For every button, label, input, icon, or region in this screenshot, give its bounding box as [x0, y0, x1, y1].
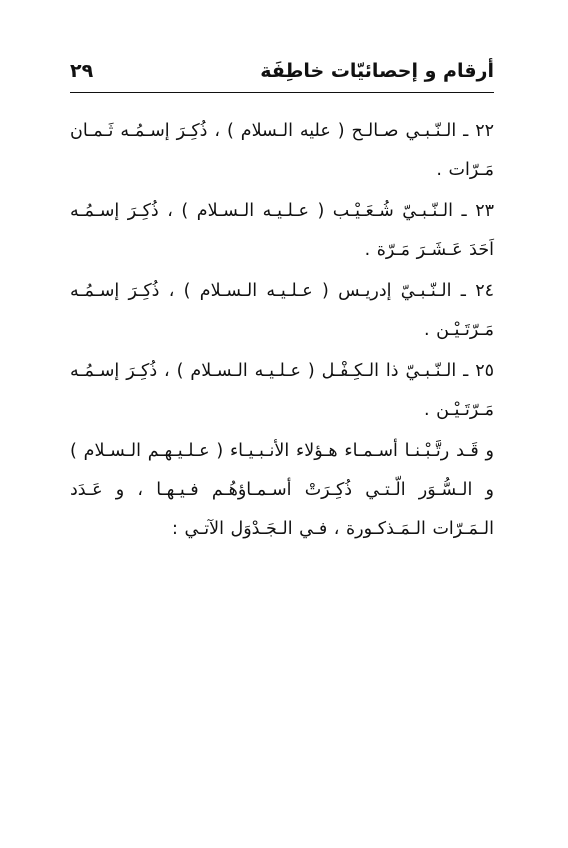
- header-divider: [70, 92, 494, 93]
- list-item-prophet-saleh: ٢٢ ـ الـنّـبـي صـالـح ( عليه الـسلام ) ، ذُكِـرَ إسـمُـه ثَـمـان مَـرّات .: [70, 121, 494, 180]
- page-number: ٢٩: [70, 60, 94, 82]
- list-item-prophet-shuaib: ٢٣ ـ الـنّـبـيّ شُـعَـيْـب ( عـلـيـه الـسـلام ) ، ذُكِـرَ إسـمُـه اَحَدَ عَـشَـرَ مَـرّة .: [70, 201, 494, 260]
- running-title: أرقام و إحصائيّات خاطِفَة: [260, 60, 494, 82]
- list-item-prophet-dhul-kifl: ٢٥ ـ الـنّـبـيّ ذا الـكِـفْـل ( عـلـيـه الـسـلام ) ، ذُكِـرَ إسـمُـه مَـرّتَـيْـن .: [70, 361, 494, 420]
- page-body: [70, 112, 494, 551]
- table-intro-paragraph: و قَـد رتَّـبْـنـا أسـمـاء هـؤلاء الأنـبـيـاء ( عـلـيـهـم الـسـلام ) و الـسُّـوَر الّـتـي ذُكِـرَتْ أسـمـاؤهُـم فـيـهـا ، و عَـدَد الـمَـرّات الـمَـذكـورة ، فـي الـجَـدْوَل الآتـي :: [70, 441, 494, 539]
- list-item-prophet-idris: ٢٤ ـ الـنّـبـيّ إدريـس ( عـلـيـه الـسـلام ) ، ذُكِـرَ إسـمُـه مَـرّتَـيْـن .: [70, 281, 494, 340]
- page-header: [70, 56, 494, 94]
